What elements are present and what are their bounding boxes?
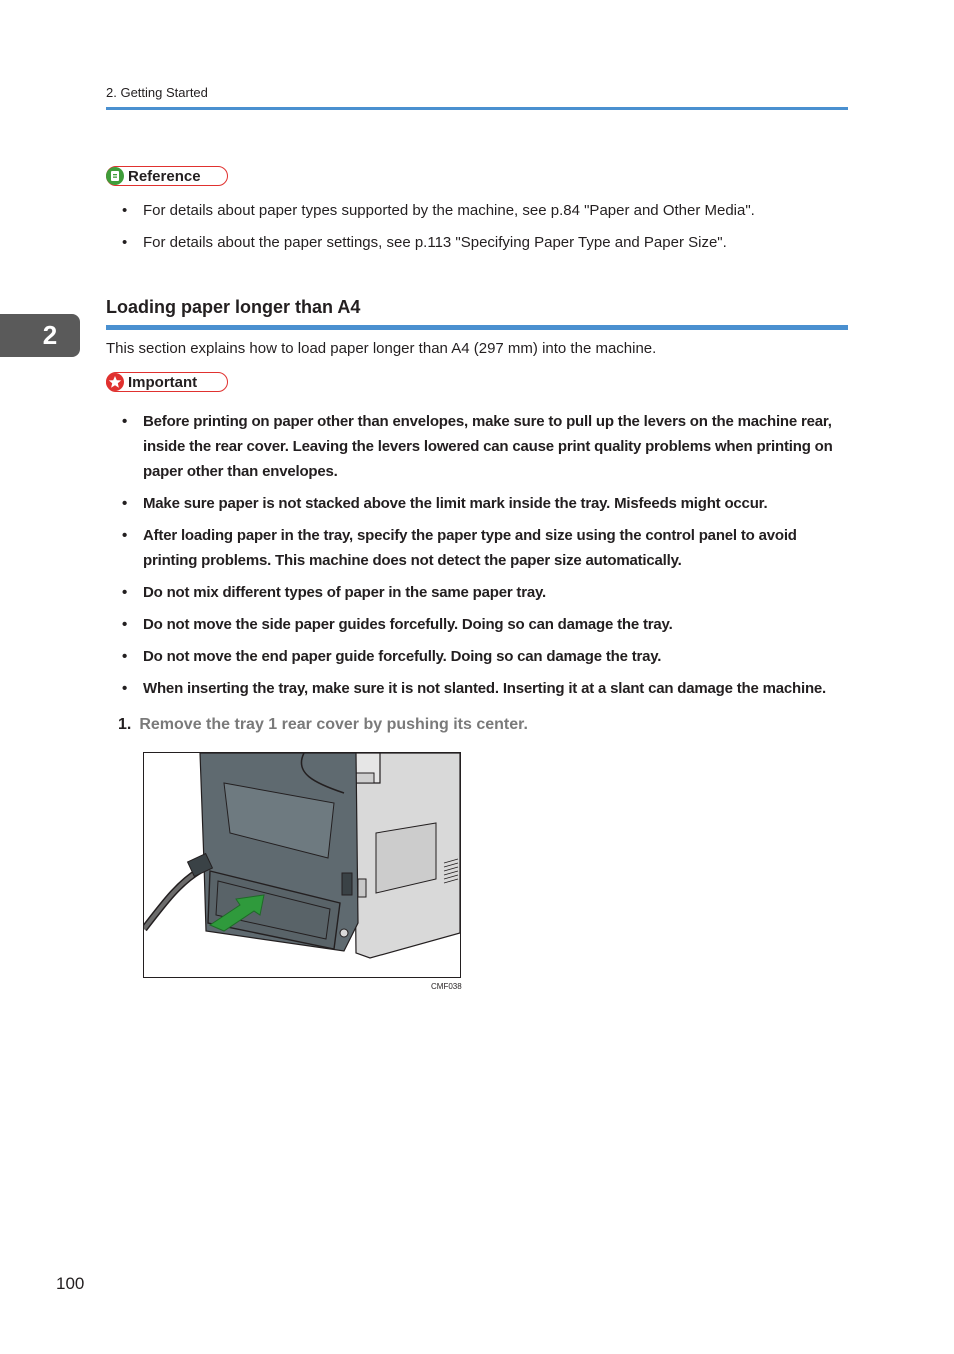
section-intro: This section explains how to load paper longer than A4 (297 mm) into the machine. <box>106 340 657 357</box>
running-header: 2. Getting Started <box>106 85 208 100</box>
list-item: • Do not move the side paper guides forcefully. Doing so can damage the tray. <box>106 612 848 637</box>
step-1 <box>118 716 528 734</box>
list-item: • Before printing on paper other than envelopes, make sure to pull up the levers on the machine rear, inside the rear cover. Leaving the levers lowered can cause print quality problems when printing on paper other than envelopes. <box>106 409 848 484</box>
step-number: 1. <box>118 716 132 733</box>
printer-illustration <box>143 752 461 978</box>
reference-list <box>106 201 848 265</box>
list-item: • For details about the paper settings, see p.113 "Specifying Paper Type and Paper Size". <box>106 233 848 253</box>
important-list <box>106 409 848 708</box>
important-badge <box>106 372 228 392</box>
chapter-tab <box>0 314 80 357</box>
document-icon <box>106 167 124 185</box>
list-item: • Do not mix different types of paper in the same paper tray. <box>106 580 848 605</box>
reference-badge <box>106 166 228 186</box>
header-rule <box>106 107 848 110</box>
step-text: Remove the tray 1 rear cover by pushing its center. <box>139 716 528 733</box>
page-number: 100 <box>56 1274 85 1293</box>
printer-rear-drawing <box>144 753 460 977</box>
list-item: • For details about paper types supported by the machine, see p.84 "Paper and Other Media". <box>106 201 848 221</box>
list-item: • When inserting the tray, make sure it is not slanted. Inserting it at a slant can damage the machine. <box>106 676 848 701</box>
list-item: • After loading paper in the tray, specify the paper type and size using the control panel to avoid printing problems. This machine does not detect the paper size automatically. <box>106 523 848 573</box>
list-item: • Make sure paper is not stacked above the limit mark inside the tray. Misfeeds might occur. <box>106 491 848 516</box>
figure-code: CMF038 <box>431 982 462 991</box>
chapter-number: 2 <box>42 320 58 350</box>
star-icon <box>106 373 124 391</box>
section-title: Loading paper longer than A4 <box>106 297 361 317</box>
list-item: • Do not move the end paper guide forcefully. Doing so can damage the tray. <box>106 644 848 669</box>
section-rule <box>106 325 848 330</box>
reference-label: Reference <box>128 167 201 185</box>
important-label: Important <box>128 373 198 391</box>
